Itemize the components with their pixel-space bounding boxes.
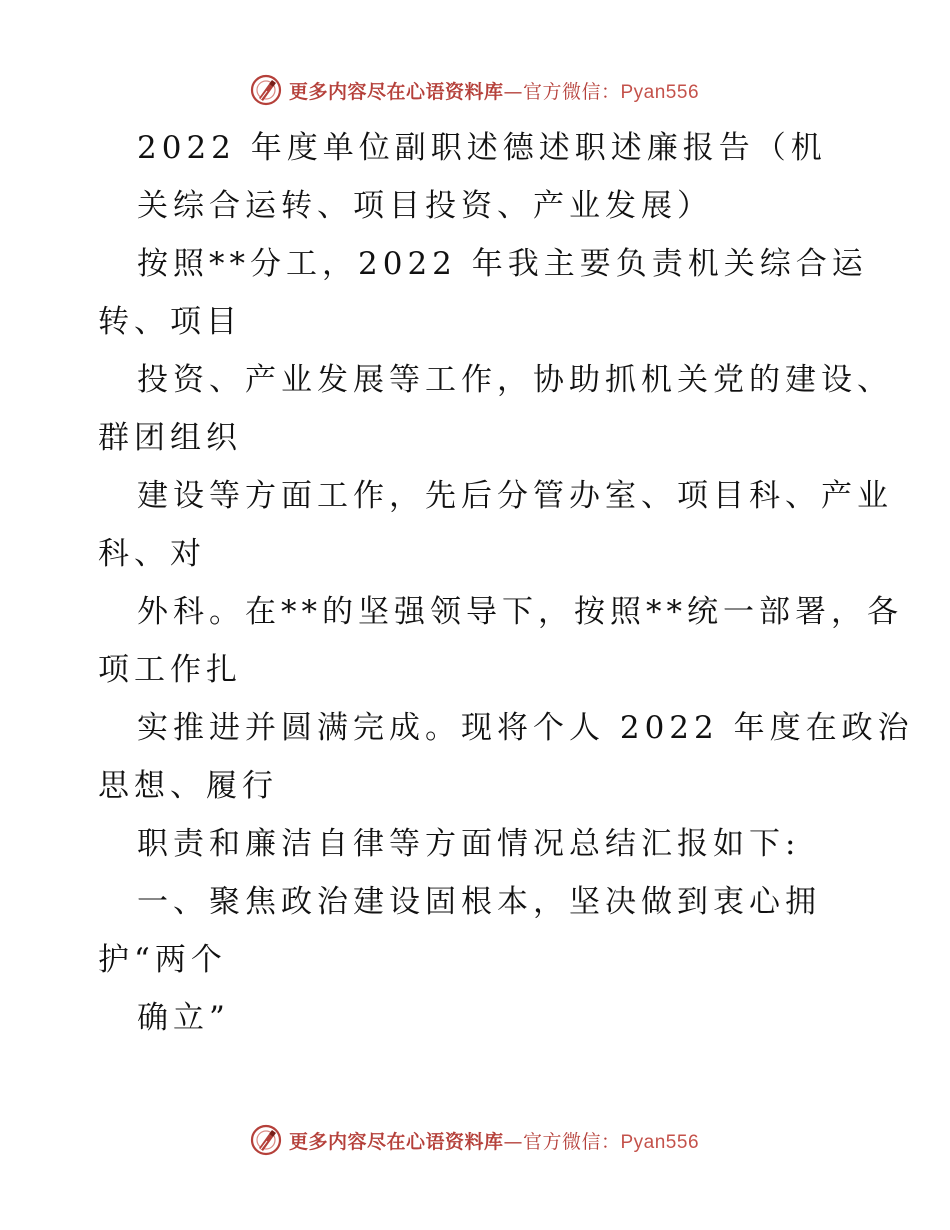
paragraph-line: 按照**分工，2022 年我主要负责机关综合运 [137, 246, 868, 282]
footer-watermark [0, 1120, 950, 1160]
section-heading-line: 确立” [137, 1000, 230, 1036]
watermark-main: 更多内容尽在心语资料库 [288, 1130, 504, 1153]
watermark-text [289, 77, 699, 104]
watermark-separator: — [503, 80, 523, 103]
watermark-group [249, 73, 699, 107]
watermark-sub: 官方微信： [522, 1130, 621, 1153]
paragraph-line: 投资、产业发展等工作，协助抓机关党的建设、 [137, 362, 893, 398]
section-heading-line: 一、聚焦政治建设固根本，坚决做到衷心拥 [137, 884, 821, 920]
watermark-group [249, 1123, 699, 1157]
watermark-text [289, 1127, 699, 1154]
paragraph-line: 外科。在**的坚强领导下，按照**统一部署，各 [137, 594, 903, 630]
paragraph-line: 建设等方面工作，先后分管办室、项目科、产业 [137, 478, 893, 514]
watermark-id: Pyan556 [620, 1131, 700, 1153]
paragraph-line: 科、对 [98, 536, 206, 572]
watermark-separator: — [503, 1130, 523, 1153]
paragraph-line: 群团组织 [98, 420, 242, 456]
title-line-2: 关综合运转、项目投资、产业发展） [137, 188, 713, 224]
pen-nib-logo-icon [249, 1123, 283, 1157]
paragraph-line: 项工作扎 [98, 652, 242, 688]
paragraph-line: 实推进并圆满完成。现将个人 2022 年度在政治 [137, 710, 914, 746]
section-heading-line: 护“两个 [98, 942, 227, 978]
paragraph-line: 职责和廉洁自律等方面情况总结汇报如下: [137, 826, 801, 862]
paragraph-line: 思想、履行 [98, 768, 278, 804]
watermark-id: Pyan556 [620, 81, 700, 103]
header-watermark [0, 70, 950, 110]
pen-nib-logo-icon [249, 73, 283, 107]
watermark-main: 更多内容尽在心语资料库 [288, 80, 504, 103]
title-line-1: 2022 年度单位副职述德述职述廉报告（机 [137, 130, 827, 166]
watermark-sub: 官方微信： [522, 80, 621, 103]
paragraph-line: 转、项目 [98, 304, 242, 340]
